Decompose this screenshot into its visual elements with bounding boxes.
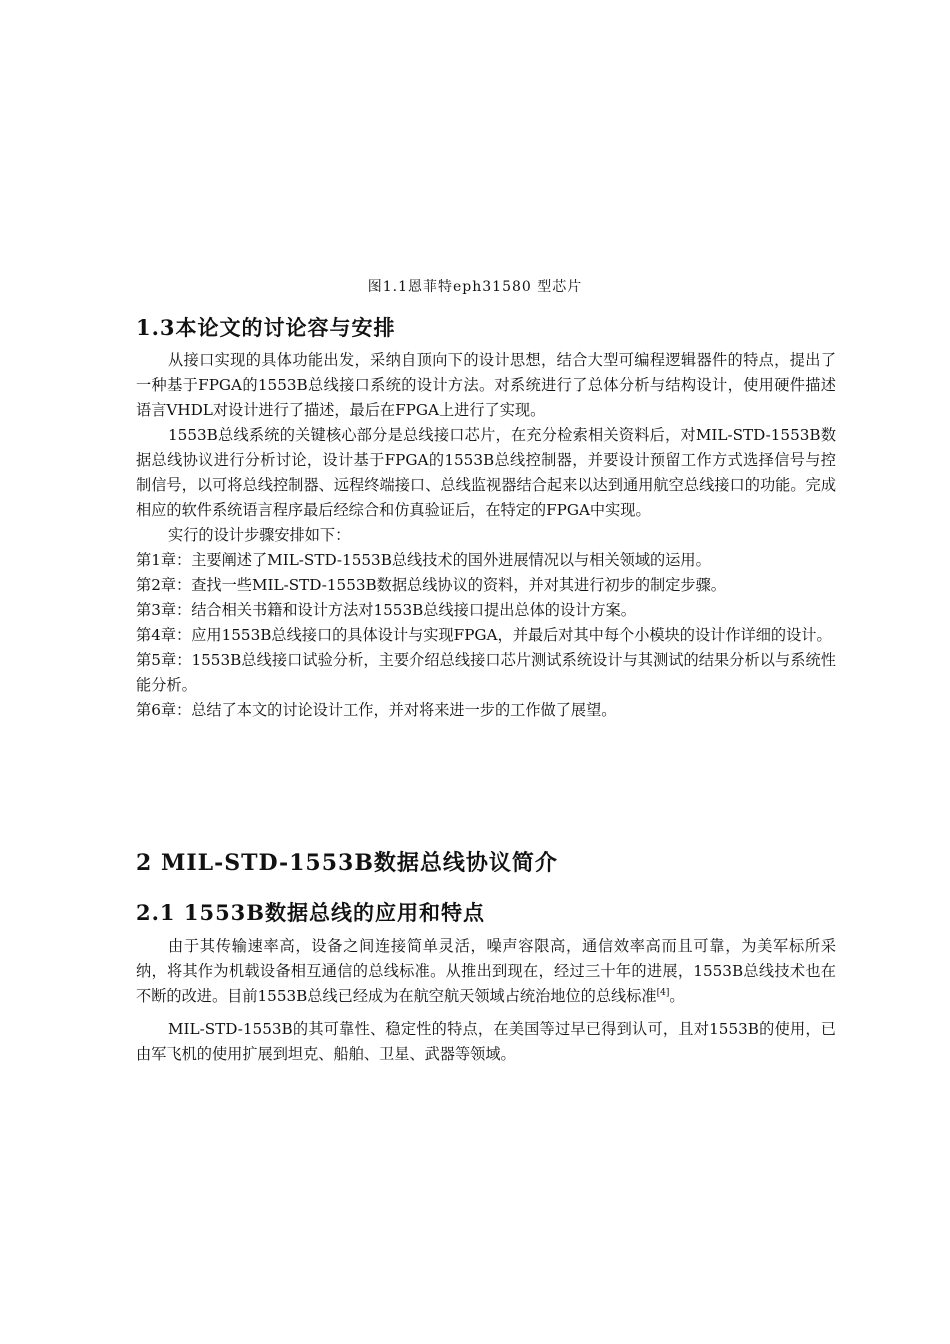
chapter-item: 第6章：总结了本文的讨论设计工作，并对将来进一步的工作做了展望。 <box>136 701 617 719</box>
chapter-item: 第3章：结合相关书籍和设计方法对1553B总线接口提出总体的设计方案。 <box>136 601 636 619</box>
paragraph-end: 。 <box>669 987 685 1005</box>
section-heading-1-3: 1.3本论文的讨论容与安排 <box>136 315 396 340</box>
section-2-1-body <box>136 934 836 1067</box>
paragraph: MIL-STD-1553B的其可靠性、稳定性的特点，在美国等过早已得到认可，且对1553B的使用，已由军飞机的使用扩展到坦克、船舶、卫星、武器等领域。 <box>136 1020 836 1063</box>
chapter-item: 第1章：主要阐述了MIL-STD-1553B总线技术的国外进展情况以与相关领域的运用。 <box>136 551 711 569</box>
section-1-3-body <box>136 348 836 723</box>
citation-ref: [4] <box>656 988 670 998</box>
section-heading-2-1: 2.1 1553B数据总线的应用和特点 <box>136 900 486 925</box>
paragraph: 1553B总线系统的关键核心部分是总线接口芯片，在充分检索相关资料后，对MIL-STD-1553B数据总线协议进行分析讨论，设计基于FPGA的1553B总线控制器，并要设计预留工作方式选择信号与控制信号，以可将总线控制器、远程终端接口、总线监视器结合起来以达到通用航空总线接口的功能。完成相应的软件系统语言程序最后经综合和仿真验证后，在特定的FPGA中实现。 <box>136 426 836 519</box>
chapter-item: 第5章：1553B总线接口试验分析，主要介绍总线接口芯片测试系统设计与其测试的结果分析以与系统性能分析。 <box>136 651 836 694</box>
chapter-heading-2: 2 MIL-STD-1553B数据总线协议简介 <box>136 850 558 876</box>
paragraph-text: 由于其传输速率高，设备之间连接简单灵活，噪声容限高，通信效率高而且可靠，为美军标所采纳，将其作为机载设备相互通信的总线标准。从推出到现在，经过三十年的进展，1553B总线技术也在不断的改进。目前1553B总线已经成为在航空航天领域占统治地位的总线标准 <box>136 937 836 1005</box>
paragraph: 实行的设计步骤安排如下： <box>168 526 351 544</box>
paragraph <box>136 934 836 1009</box>
chapter-item: 第4章：应用1553B总线接口的具体设计与实现FPGA，并最后对其中每个小模块的设计作详细的设计。 <box>136 626 832 644</box>
chapter-item: 第2章：查找一些MIL-STD-1553B数据总线协议的资料，并对其进行初步的制定步骤。 <box>136 576 726 594</box>
figure-caption: 图1.1恩菲特eph31580 型芯片 <box>367 279 583 295</box>
paragraph: 从接口实现的具体功能出发，采纳自顶向下的设计思想，结合大型可编程逻辑器件的特点，提出了一种基于FPGA的1553B总线接口系统的设计方法。对系统进行了总体分析与结构设计，使用硬件描述语言VHDL对设计进行了描述，最后在FPGA上进行了实现。 <box>136 351 836 419</box>
